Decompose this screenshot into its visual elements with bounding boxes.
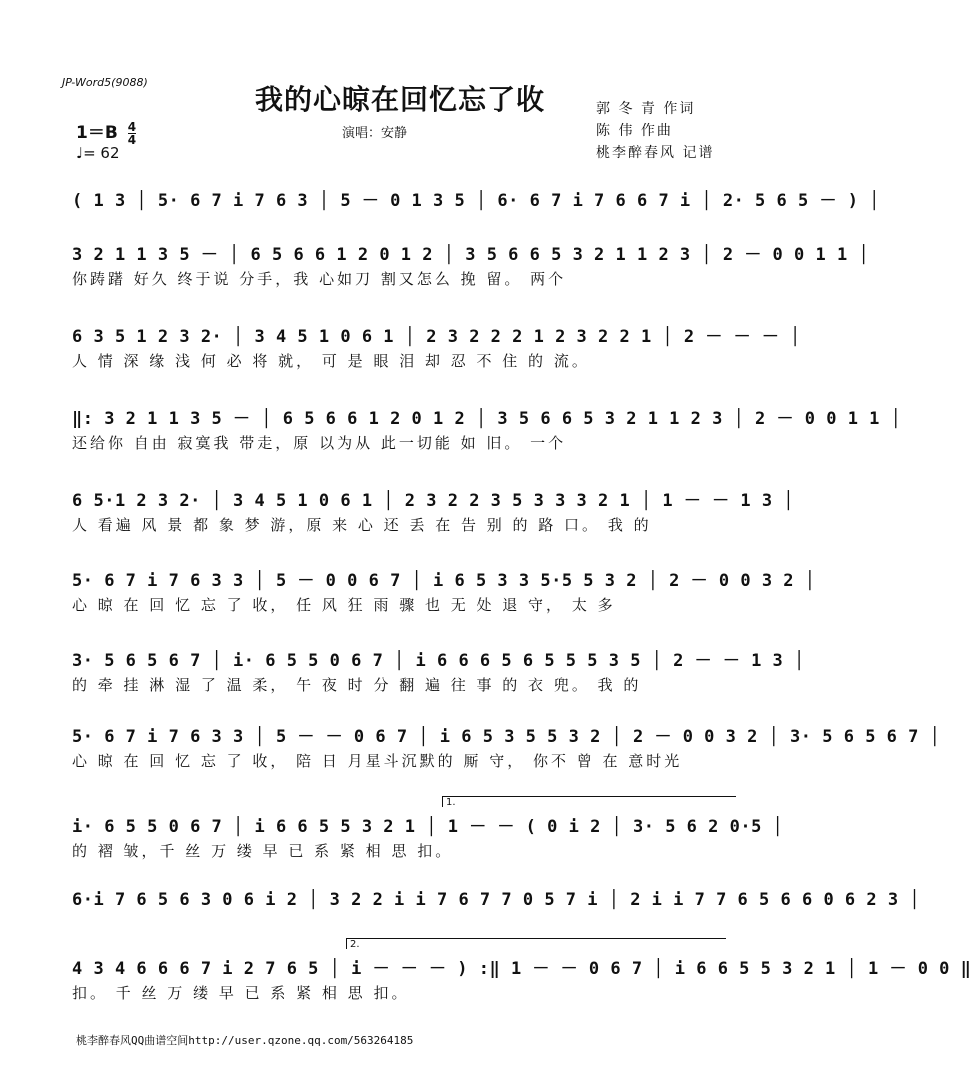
time-signature-top: 4 (127, 119, 137, 134)
score-line-6-notes: 5· 6 7 i 7 6 3 3 │ 5 － 0 0 6 7 │ i 6 5 3 3 5·5 5 3 2 │ 2 － 0 0 3 2 │ (72, 571, 816, 591)
time-signature-bottom: 4 (127, 132, 137, 147)
score-line-6-lyric: 心 晾 在 回 忆 忘 了 收， 任 风 狂 雨 骤 也 无 处 退 守， 太 多 (72, 596, 616, 614)
volta-first-ending: 1. (442, 796, 736, 807)
key-label: 1＝B (76, 123, 118, 143)
score-line-10-notes: 6·i 7 6 5 6 3 0 6 i 2 │ 3 2 2 i i 7 6 7 7 0 5 7 i │ 2 i i 7 7 6 5 6 6 0 6 2 3 │ (72, 890, 921, 910)
score-line-3-lyric: 人 情 深 缘 浅 何 必 将 就， 可 是 眼 泪 却 忍 不 住 的 流。 (72, 352, 590, 370)
transcriber-credit: 桃李醉春风 记谱 (596, 145, 715, 161)
score-line-7-notes: 3· 5 6 5 6 7 │ i· 6 5 5 0 6 7 │ i 6 6 6 5 6 5 5 5 3 5 │ 2 － － 1 3 │ (72, 651, 805, 671)
score-line-3-notes: 6 3 5 1 2 3 2· │ 3 4 5 1 0 6 1 │ 2 3 2 2 2 1 2 3 2 2 1 │ 2 － － － │ (72, 327, 801, 347)
lyricist-credit: 郭 冬 青 作词 (596, 101, 696, 117)
score-line-9-lyric: 的 褶 皱，千 丝 万 缕 早 已 系 紧 相 思 扣。 (72, 842, 454, 860)
page-title: 我的心晾在回忆忘了收 (254, 83, 545, 116)
score-line-2-lyric: 你踌躇 好久 终于说 分手，我 心如刀 割又怎么 挽 留。 两个 (72, 270, 567, 288)
score-line-5-notes: 6 5·1 2 3 2· │ 3 4 5 1 0 6 1 │ 2 3 2 2 3 5 3 3 3 2 1 │ 1 － － 1 3 │ (72, 491, 795, 511)
footer-source: 桃李醉春风QQ曲谱空间http://user.qzone.qq.com/563264185 (76, 1034, 414, 1047)
time-signature (128, 121, 136, 146)
composer-credit: 陈 伟 作曲 (596, 123, 673, 139)
document-meta: JP-Word5(9088) (62, 76, 148, 89)
score-line-8-lyric: 心 晾 在 回 忆 忘 了 收， 陪 日 月星斗沉默的 厮 守， 你不 曾 在 意时光 (72, 752, 683, 770)
score-line-5-lyric: 人 看遍 风 景 都 象 梦 游，原 来 心 还 丢 在 告 别 的 路 口。 我 的 (72, 516, 652, 534)
key-signature (76, 118, 136, 146)
singer-label: 演唱：安静 (342, 126, 408, 141)
score-line-4-notes: ‖: 3 2 1 1 3 5 － │ 6 5 6 6 1 2 0 1 2 │ 3 5 6 6 5 3 2 1 1 2 3 │ 2 － 0 0 1 1 │ (72, 409, 902, 429)
score-line-2-notes: 3 2 1 1 3 5 － │ 6 5 6 6 1 2 0 1 2 │ 3 5 6 6 5 3 2 1 1 2 3 │ 2 － 0 0 1 1 │ (72, 245, 870, 265)
tempo-marking: ♩= 62 (76, 144, 120, 162)
credits-block (596, 98, 714, 164)
score-line-11-lyric: 扣。 千 丝 万 缕 早 已 系 紧 相 思 扣。 (72, 984, 410, 1002)
score-line-11-notes: 4 3 4 6 6 6 7 i 2 7 6 5 │ i － － － ) :‖ 1 － － 0 6 7 │ i 6 6 5 5 3 2 1 │ 1 － 0 0 ‖ (72, 959, 971, 979)
score-line-8-notes: 5· 6 7 i 7 6 3 3 │ 5 － － 0 6 7 │ i 6 5 3 5 5 3 2 │ 2 － 0 0 3 2 │ 3· 5 6 5 6 7 │ (72, 727, 941, 747)
score-line-1-notes: ( 1 3 │ 5· 6 7 i 7 6 3 │ 5 － 0 1 3 5 │ 6· 6 7 i 7 6 6 7 i │ 2· 5 6 5 － ) │ (72, 191, 880, 211)
volta-second-ending: 2. (346, 938, 726, 949)
score-line-7-lyric: 的 牵 挂 淋 湿 了 温 柔， 午 夜 时 分 翻 遍 往 事 的 衣 兜。 我 的 (72, 676, 642, 694)
score-line-4-lyric: 还给你 自由 寂寞我 带走，原 以为从 此一切能 如 旧。 一个 (72, 434, 567, 452)
score-line-9-notes: i· 6 5 5 0 6 7 │ i 6 6 5 5 3 2 1 │ 1 － － ( 0 i 2 │ 3· 5 6 2 0·5 │ (72, 817, 784, 837)
